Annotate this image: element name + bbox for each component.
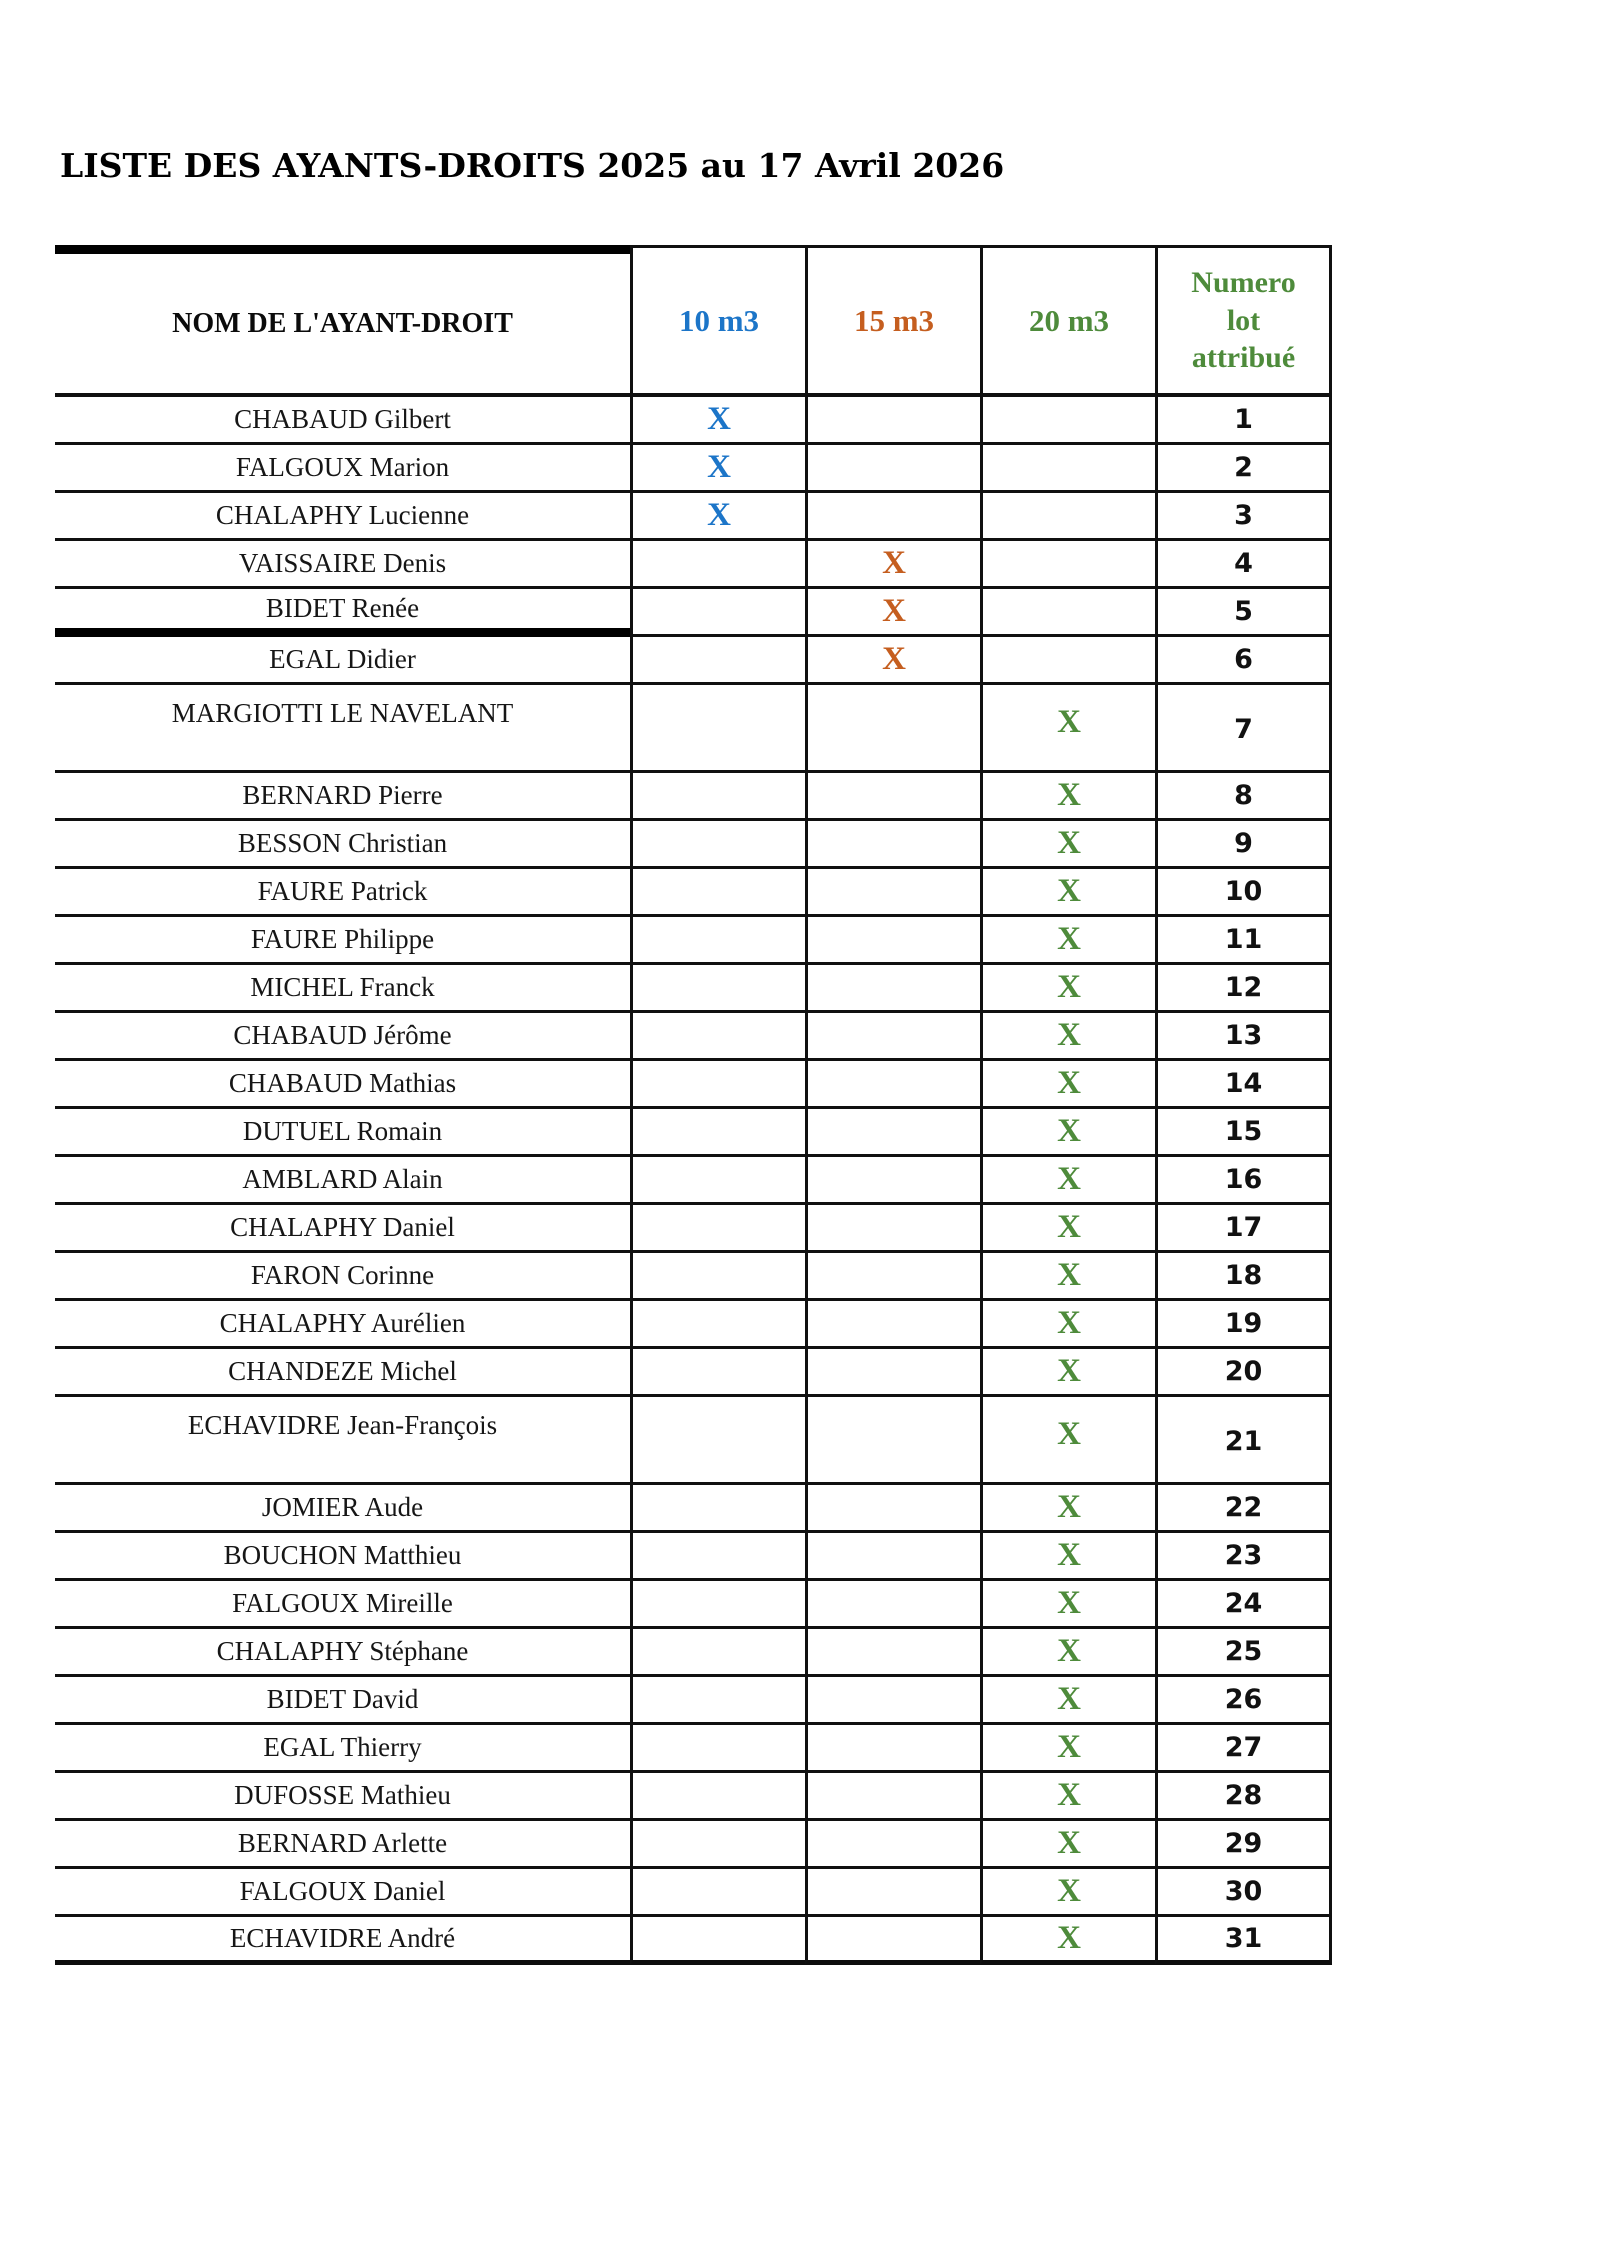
mark-cell-10m3 [630,1349,805,1397]
beneficiary-name: DUTUEL Romain [242,1116,443,1146]
header-10m3-cell [630,245,805,397]
mark-cell-10m3 [630,1533,805,1581]
mark-cell-10m3 [630,1157,805,1205]
mark-cell-15m3 [805,541,980,589]
table-row [55,869,1332,917]
name-cell [55,1821,630,1869]
beneficiary-name: MARGIOTTI LE NAVELANT [171,698,514,728]
lot-number: 15 [1224,1116,1263,1147]
beneficiary-name: FALGOUX Marion [235,452,450,482]
lot-cell [1155,1581,1332,1629]
name-cell [55,773,630,821]
x-mark-20m3: X [1057,1633,1081,1669]
beneficiary-name: AMBLARD Alain [242,1164,443,1194]
lot-cell [1155,1533,1332,1581]
name-cell [55,965,630,1013]
mark-cell-15m3 [805,1677,980,1725]
name-cell [55,1581,630,1629]
mark-cell-15m3 [805,1061,980,1109]
header-15m3-cell [805,245,980,397]
name-cell [55,1253,630,1301]
table-row [55,1253,1332,1301]
lot-number: 2 [1234,452,1253,483]
name-cell [55,589,630,637]
lot-cell [1155,685,1332,773]
table-row [55,1397,1332,1485]
name-cell [55,1869,630,1917]
mark-cell-10m3 [630,869,805,917]
mark-cell-10m3 [630,1725,805,1773]
x-mark-15m3: X [882,545,906,581]
name-cell [55,1677,630,1725]
header-20m3-cell [980,245,1155,397]
mark-cell-10m3 [630,397,805,445]
beneficiary-name: FAURE Patrick [257,876,428,906]
table-row [55,1109,1332,1157]
table-row [55,1677,1332,1725]
x-mark-20m3: X [1057,1537,1081,1573]
x-mark-15m3: X [882,641,906,677]
lot-cell [1155,1485,1332,1533]
lot-number: 26 [1224,1684,1263,1715]
lot-number: 5 [1234,596,1253,627]
header-lot-cell [1155,245,1332,397]
name-cell [55,445,630,493]
header-10m3-label: 10 m3 [678,302,760,338]
beneficiary-name: ECHAVIDRE Jean-François [187,1410,498,1440]
lot-number: 3 [1234,500,1253,531]
lot-cell [1155,821,1332,869]
lot-cell [1155,1869,1332,1917]
beneficiary-name: EGAL Thierry [263,1732,422,1762]
mark-cell-15m3 [805,493,980,541]
x-mark-20m3: X [1057,1209,1081,1245]
mark-cell-20m3 [980,1301,1155,1349]
lot-cell [1155,965,1332,1013]
mark-cell-15m3 [805,1821,980,1869]
mark-cell-10m3 [630,1629,805,1677]
lot-cell [1155,1725,1332,1773]
lot-cell [1155,637,1332,685]
x-mark-20m3: X [1057,1416,1081,1452]
beneficiary-name: CHALAPHY Daniel [230,1212,455,1242]
x-mark-20m3: X [1057,921,1081,957]
header-name-cell [55,245,630,397]
x-mark-20m3: X [1057,1873,1081,1909]
mark-cell-10m3 [630,965,805,1013]
lot-cell [1155,1773,1332,1821]
x-mark-20m3: X [1057,873,1081,909]
lot-number: 23 [1224,1540,1263,1571]
table-header-row [55,245,1332,397]
mark-cell-20m3 [980,1349,1155,1397]
lot-number: 7 [1234,714,1253,745]
lot-cell [1155,541,1332,589]
mark-cell-15m3 [805,965,980,1013]
mark-cell-10m3 [630,1677,805,1725]
beneficiary-name: CHABAUD Jérôme [233,1020,452,1050]
x-mark-15m3: X [882,593,906,629]
name-cell [55,1629,630,1677]
mark-cell-10m3 [630,1485,805,1533]
mark-cell-10m3 [630,445,805,493]
beneficiary-name: BIDET Renée [265,593,420,623]
lot-number: 16 [1224,1164,1263,1195]
mark-cell-15m3 [805,637,980,685]
table-row [55,1301,1332,1349]
beneficiary-name: BIDET David [266,1684,419,1714]
table-body [55,397,1332,1965]
mark-cell-15m3 [805,1253,980,1301]
mark-cell-15m3 [805,1725,980,1773]
name-cell [55,637,630,685]
mark-cell-20m3 [980,397,1155,445]
table-row [55,1725,1332,1773]
lot-number: 19 [1224,1308,1263,1339]
lot-number: 4 [1234,548,1253,579]
beneficiary-name: BERNARD Arlette [237,1828,448,1858]
beneficiary-name: BESSON Christian [237,828,448,858]
mark-cell-20m3 [980,1109,1155,1157]
lot-number: 24 [1224,1588,1263,1619]
beneficiary-name: DUFOSSE Mathieu [234,1780,451,1810]
table-row [55,1581,1332,1629]
name-cell [55,1773,630,1821]
mark-cell-10m3 [630,1253,805,1301]
mark-cell-20m3 [980,1397,1155,1485]
name-cell [55,1301,630,1349]
mark-cell-15m3 [805,1773,980,1821]
mark-cell-15m3 [805,1485,980,1533]
mark-cell-20m3 [980,965,1155,1013]
beneficiary-name: ECHAVIDRE André [229,1923,456,1953]
x-mark-20m3: X [1057,1585,1081,1621]
beneficiary-name: FARON Corinne [250,1260,435,1290]
lot-cell [1155,397,1332,445]
mark-cell-15m3 [805,1581,980,1629]
header-lot-label: Numero lot attribué [1191,266,1296,375]
mark-cell-10m3 [630,1773,805,1821]
name-cell [55,1917,630,1965]
x-mark-20m3: X [1057,1065,1081,1101]
table-row [55,1061,1332,1109]
mark-cell-20m3 [980,1061,1155,1109]
mark-cell-10m3 [630,821,805,869]
mark-cell-15m3 [805,445,980,493]
mark-cell-15m3 [805,1349,980,1397]
lot-cell [1155,1253,1332,1301]
lot-number: 6 [1234,644,1253,675]
mark-cell-15m3 [805,1917,980,1965]
table-row [55,589,1332,637]
table-row [55,1349,1332,1397]
lot-number: 9 [1234,828,1253,859]
lot-number: 30 [1224,1876,1263,1907]
table-row [55,1013,1332,1061]
name-cell [55,1397,630,1485]
name-cell [55,397,630,445]
name-cell [55,1533,630,1581]
mark-cell-10m3 [630,1869,805,1917]
beneficiary-name: VAISSAIRE Denis [238,548,447,578]
lot-cell [1155,445,1332,493]
table-row [55,1821,1332,1869]
table-row [55,541,1332,589]
x-mark-20m3: X [1057,1257,1081,1293]
name-cell [55,1157,630,1205]
lot-number: 10 [1224,876,1263,907]
beneficiary-name: CHALAPHY Aurélien [219,1308,466,1338]
name-cell [55,821,630,869]
mark-cell-10m3 [630,773,805,821]
mark-cell-15m3 [805,397,980,445]
mark-cell-10m3 [630,1013,805,1061]
mark-cell-10m3 [630,1205,805,1253]
mark-cell-15m3 [805,685,980,773]
mark-cell-10m3 [630,589,805,637]
mark-cell-20m3 [980,541,1155,589]
mark-cell-10m3 [630,493,805,541]
beneficiary-name: CHALAPHY Lucienne [215,500,470,530]
x-mark-20m3: X [1057,1113,1081,1149]
table-row [55,1917,1332,1965]
x-mark-10m3: X [707,401,731,437]
x-mark-10m3: X [707,497,731,533]
table-row [55,773,1332,821]
mark-cell-10m3 [630,541,805,589]
mark-cell-10m3 [630,1917,805,1965]
lot-cell [1155,869,1332,917]
name-cell [55,869,630,917]
mark-cell-15m3 [805,1205,980,1253]
mark-cell-20m3 [980,1013,1155,1061]
x-mark-20m3: X [1057,1920,1081,1956]
mark-cell-20m3 [980,1485,1155,1533]
mark-cell-15m3 [805,589,980,637]
x-mark-20m3: X [1057,1825,1081,1861]
lot-number: 31 [1224,1923,1263,1954]
x-mark-20m3: X [1057,825,1081,861]
table-row [55,1485,1332,1533]
lot-cell [1155,1013,1332,1061]
lot-cell [1155,1157,1332,1205]
lot-number: 1 [1234,404,1253,435]
mark-cell-15m3 [805,1869,980,1917]
lot-number: 14 [1224,1068,1263,1099]
lot-cell [1155,1821,1332,1869]
x-mark-20m3: X [1057,777,1081,813]
mark-cell-20m3 [980,1205,1155,1253]
mark-cell-20m3 [980,869,1155,917]
lot-cell [1155,589,1332,637]
mark-cell-20m3 [980,1917,1155,1965]
lot-cell [1155,1301,1332,1349]
name-cell [55,1205,630,1253]
x-mark-20m3: X [1057,1017,1081,1053]
x-mark-20m3: X [1057,704,1081,740]
beneficiary-name: CHALAPHY Stéphane [216,1636,469,1666]
name-cell [55,1485,630,1533]
table-row [55,965,1332,1013]
x-mark-20m3: X [1057,969,1081,1005]
mark-cell-20m3 [980,1253,1155,1301]
beneficiary-name: BERNARD Pierre [242,780,443,810]
mark-cell-20m3 [980,1773,1155,1821]
beneficiary-name: JOMIER Aude [261,1492,424,1522]
mark-cell-20m3 [980,1725,1155,1773]
mark-cell-20m3 [980,1677,1155,1725]
lot-cell [1155,1205,1332,1253]
lot-number: 29 [1224,1828,1263,1859]
mark-cell-10m3 [630,1397,805,1485]
table-row [55,1205,1332,1253]
mark-cell-20m3 [980,493,1155,541]
lot-cell [1155,1397,1332,1485]
x-mark-20m3: X [1057,1489,1081,1525]
table-row [55,493,1332,541]
lot-cell [1155,1629,1332,1677]
table-row [55,685,1332,773]
mark-cell-20m3 [980,1581,1155,1629]
lot-number: 13 [1224,1020,1263,1051]
mark-cell-20m3 [980,1157,1155,1205]
beneficiary-name: BOUCHON Matthieu [223,1540,462,1570]
lot-number: 21 [1224,1426,1263,1457]
lot-number: 20 [1224,1356,1263,1387]
table-row [55,397,1332,445]
lot-number: 11 [1224,924,1263,955]
name-cell [55,1013,630,1061]
mark-cell-15m3 [805,869,980,917]
lot-cell [1155,1349,1332,1397]
header-15m3-label: 15 m3 [853,302,935,338]
page-title: LISTE DES AYANTS-DROITS 2025 au 17 Avril 2026 [60,146,1005,185]
x-mark-10m3: X [707,449,731,485]
x-mark-20m3: X [1057,1729,1081,1765]
lot-number: 17 [1224,1212,1263,1243]
mark-cell-20m3 [980,773,1155,821]
mark-cell-15m3 [805,1629,980,1677]
mark-cell-10m3 [630,1109,805,1157]
lot-number: 18 [1224,1260,1263,1291]
table-row [55,637,1332,685]
x-mark-20m3: X [1057,1305,1081,1341]
lot-cell [1155,917,1332,965]
mark-cell-15m3 [805,1301,980,1349]
mark-cell-20m3 [980,445,1155,493]
mark-cell-10m3 [630,685,805,773]
mark-cell-10m3 [630,1821,805,1869]
lot-number: 8 [1234,780,1253,811]
table-row [55,1157,1332,1205]
ayants-droits-table [55,245,1332,1965]
lot-cell [1155,493,1332,541]
name-cell [55,541,630,589]
mark-cell-15m3 [805,1397,980,1485]
beneficiary-name: FALGOUX Daniel [239,1876,446,1906]
beneficiary-name: FALGOUX Mireille [232,1588,453,1618]
header-name-label: NOM DE L'AYANT-DROIT [172,307,513,339]
beneficiary-name: FAURE Philippe [250,924,435,954]
mark-cell-20m3 [980,1629,1155,1677]
lot-number: 28 [1224,1780,1263,1811]
table-row [55,1533,1332,1581]
name-cell [55,1349,630,1397]
table-row [55,445,1332,493]
table-row [55,1869,1332,1917]
mark-cell-15m3 [805,821,980,869]
name-cell [55,1109,630,1157]
table-row [55,917,1332,965]
beneficiary-name: CHANDEZE Michel [228,1356,457,1386]
table-row [55,821,1332,869]
x-mark-20m3: X [1057,1681,1081,1717]
x-mark-20m3: X [1057,1161,1081,1197]
mark-cell-10m3 [630,917,805,965]
x-mark-20m3: X [1057,1353,1081,1389]
lot-number: 25 [1224,1636,1263,1667]
lot-number: 27 [1224,1732,1263,1763]
mark-cell-15m3 [805,773,980,821]
mark-cell-15m3 [805,917,980,965]
name-cell [55,1061,630,1109]
lot-number: 22 [1224,1492,1263,1523]
name-cell [55,493,630,541]
lot-cell [1155,1677,1332,1725]
beneficiary-name: MICHEL Franck [250,972,435,1002]
mark-cell-20m3 [980,821,1155,869]
beneficiary-name: CHABAUD Mathias [228,1068,457,1098]
mark-cell-15m3 [805,1109,980,1157]
mark-cell-20m3 [980,589,1155,637]
mark-cell-20m3 [980,1869,1155,1917]
mark-cell-20m3 [980,1533,1155,1581]
mark-cell-20m3 [980,1821,1155,1869]
lot-number: 12 [1224,972,1263,1003]
beneficiary-name: CHABAUD Gilbert [234,404,451,434]
table-row [55,1773,1332,1821]
name-cell [55,685,630,773]
mark-cell-15m3 [805,1157,980,1205]
mark-cell-20m3 [980,637,1155,685]
mark-cell-15m3 [805,1533,980,1581]
lot-cell [1155,1109,1332,1157]
mark-cell-10m3 [630,637,805,685]
table-row [55,1629,1332,1677]
header-20m3-label: 20 m3 [1028,302,1110,338]
mark-cell-20m3 [980,685,1155,773]
name-cell [55,1725,630,1773]
mark-cell-20m3 [980,917,1155,965]
mark-cell-10m3 [630,1061,805,1109]
beneficiary-name: EGAL Didier [269,644,416,674]
name-cell [55,917,630,965]
lot-cell [1155,1061,1332,1109]
lot-cell [1155,773,1332,821]
x-mark-20m3: X [1057,1777,1081,1813]
mark-cell-10m3 [630,1581,805,1629]
mark-cell-15m3 [805,1013,980,1061]
lot-cell [1155,1917,1332,1965]
mark-cell-10m3 [630,1301,805,1349]
